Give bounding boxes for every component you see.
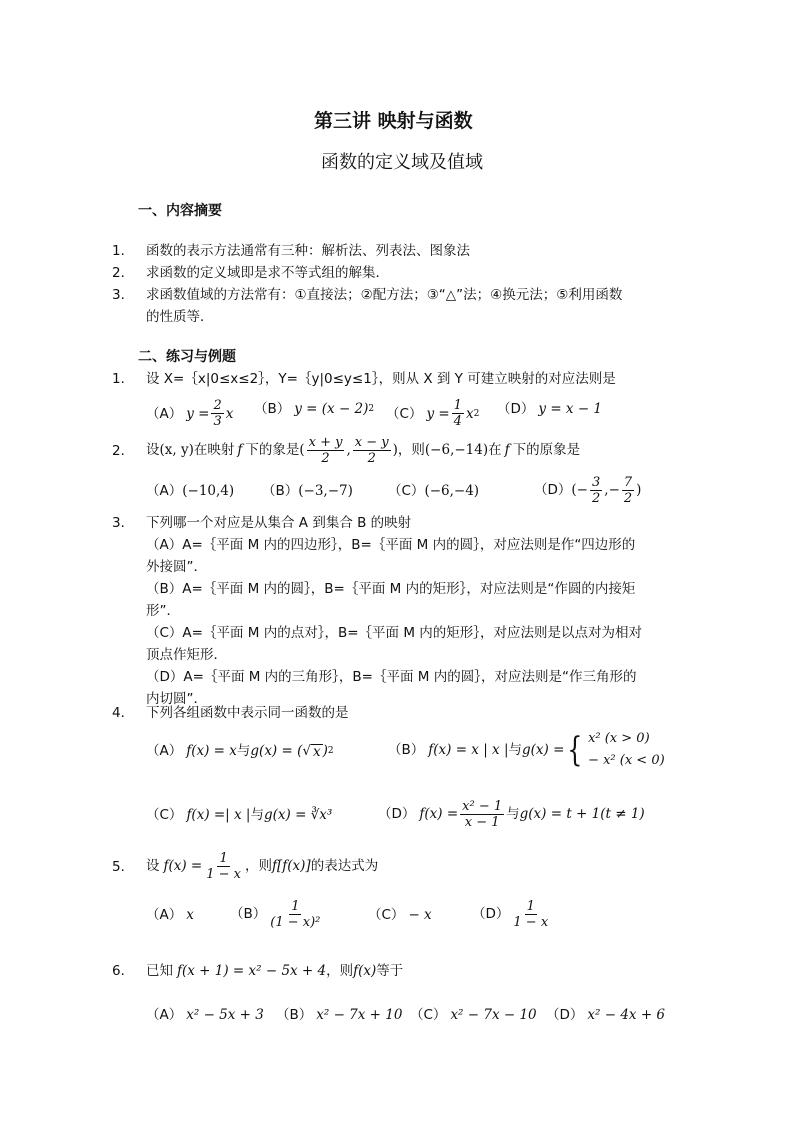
question-6-text	[146, 960, 403, 982]
numerator: x² − 1	[462, 798, 503, 814]
denominator: 4	[453, 414, 462, 429]
math-expression: f(x) = x	[186, 743, 237, 759]
summary-item-3-line2: 的性质等．	[146, 309, 214, 325]
text: ，则	[245, 858, 273, 874]
fraction	[460, 799, 504, 830]
numerator: 1	[453, 398, 462, 413]
option-label: （A）	[146, 743, 183, 759]
option-label: （A）	[146, 907, 183, 923]
question-3-line: （B）A=｛平面 M 内的圆｝，B=｛平面 M 内的矩形｝，对应法则是“作圆的内接矩	[146, 581, 636, 597]
math-expression: (−6,−4)	[424, 483, 480, 499]
question-number: 3．	[112, 515, 135, 531]
question-1-option-b: （B） y = (x − 2) 2	[254, 398, 374, 420]
question-2-text	[146, 432, 580, 468]
question-number: 4．	[112, 705, 135, 721]
option-label: （B）	[262, 483, 299, 499]
math-expression: g(x) = t + 1(t ≠ 1)	[519, 806, 645, 822]
question-3-line: 外接圆”．	[146, 559, 207, 575]
text: 与	[508, 742, 523, 758]
question-5-option-c	[368, 904, 432, 926]
fraction	[452, 398, 464, 429]
math-expression: y = (x − 2)	[294, 401, 369, 417]
item-number: 3．	[112, 287, 135, 303]
denominator: 2	[367, 450, 376, 466]
text: 设	[146, 858, 160, 874]
math-expression: x² − 4x + 6	[587, 1007, 666, 1023]
math-symbol: ,−	[604, 482, 620, 498]
radicand: x	[312, 743, 321, 760]
math-expression: g(x) = ∛x³	[263, 807, 333, 823]
text: 等于	[376, 963, 404, 979]
option-label: （D）	[534, 482, 572, 498]
fraction	[204, 851, 243, 882]
option-label: （B）	[230, 906, 267, 922]
math-expression: x² − 5x + 3	[186, 1007, 264, 1023]
math-expression: f(x + 1) = x² − 5x + 4	[177, 963, 327, 979]
summary-item-3-line1: 求函数值域的方法常有：①直接法；②配方法；③“△”法；④换元法；⑤利用函数	[146, 287, 623, 303]
option-label: （D）	[497, 401, 535, 417]
section-heading-summary: 一、内容摘要	[138, 203, 222, 219]
brace-symbol: {	[567, 730, 583, 770]
math-expression: f(x)	[353, 963, 377, 979]
math-expression: g(x) = (	[250, 743, 303, 759]
option-label: （A）	[146, 483, 183, 499]
math-variable: f	[504, 442, 510, 458]
cases	[588, 728, 665, 772]
sqrt-symbol: √	[302, 743, 311, 759]
fraction	[307, 435, 345, 466]
option-label: （C）	[146, 807, 183, 823]
question-1-text: 设 X=｛x|0≤x≤2｝，Y=｛y|0≤y≤1｝，则从 X 到 Y 可建立映射的对应法则是	[146, 371, 616, 387]
question-4-option-b	[388, 726, 665, 774]
question-5-text	[146, 846, 378, 886]
question-3-line: 内切圆”．	[146, 691, 207, 707]
denominator: (1 − x)²	[270, 914, 321, 930]
question-3-line: （D）A=｛平面 M 内的三角形｝，B=｛平面 M 内的圆｝，对应法则是“作三角形的	[146, 669, 637, 685]
question-4-option-c	[146, 804, 332, 826]
question-3-text: 下列哪一个对应是从集合 A 到集合 B 的映射	[146, 515, 412, 531]
question-number: 6．	[112, 963, 135, 979]
math-symbol: ,	[346, 442, 351, 458]
section-heading-exercises: 二、练习与例题	[138, 349, 236, 365]
numerator: 1	[526, 898, 535, 914]
denominator: 1 − x	[206, 866, 242, 882]
denominator: x − 1	[464, 814, 500, 830]
math-expression: y = x − 1	[538, 401, 603, 417]
math-expression: f(x) =	[419, 806, 459, 822]
option-label: （D）	[472, 906, 510, 922]
question-2-option-c	[388, 480, 479, 502]
denominator: 3	[213, 414, 222, 429]
numerator: 3	[592, 474, 601, 490]
math-expression: (−10,4)	[182, 483, 235, 499]
math-expression: g(x) =	[522, 742, 565, 758]
question-6-option-b	[276, 1004, 402, 1026]
math-expression: y =	[426, 405, 450, 422]
text: 与	[236, 743, 251, 759]
math-symbol: (	[299, 442, 305, 458]
question-6-option-d	[546, 1004, 665, 1026]
question-3-line: （A）A=｛平面 M 内的四边形｝，B=｛平面 M 内的圆｝，对应法则是作“四边形的	[146, 537, 636, 553]
question-1-option-a	[146, 398, 233, 429]
text: 在映射	[193, 442, 235, 458]
denominator: 1 − x	[513, 914, 549, 930]
numerator: 1	[291, 898, 300, 914]
page-subtitle: 函数的定义域及值域	[321, 152, 483, 173]
question-number: 2．	[112, 443, 135, 459]
math-variable: x	[225, 405, 234, 422]
question-5-option-b	[230, 894, 324, 934]
case-2: − x² (x < 0)	[588, 753, 665, 768]
piecewise-function	[564, 728, 664, 772]
question-5-option-d	[472, 894, 552, 934]
math-symbol: )	[636, 482, 642, 498]
item-number: 1．	[112, 243, 135, 259]
text: ，则	[326, 963, 354, 979]
option-label: （A）	[146, 1007, 183, 1023]
option-label: （C）	[410, 1007, 447, 1023]
fraction	[353, 435, 391, 466]
option-label: （A）	[146, 405, 183, 422]
math-expression: (x, y)	[159, 442, 194, 458]
numerator: 1	[219, 850, 228, 866]
option-label: （C）	[388, 483, 425, 499]
text: 设	[146, 442, 160, 458]
option-label: （D）	[546, 1007, 584, 1023]
option-label: （B）	[276, 1007, 313, 1023]
text: 已知	[146, 963, 173, 979]
math-expression: − x	[408, 907, 432, 923]
math-expression: f(x) = x | x |	[428, 742, 509, 758]
question-2-option-b	[262, 480, 353, 502]
option-label: （C）	[386, 405, 423, 422]
question-1-option-d	[497, 398, 602, 420]
question-3-line: 形”．	[146, 603, 180, 619]
question-4-option-d	[378, 794, 645, 834]
option-label: （B）	[388, 742, 425, 758]
item-number: 2．	[112, 265, 135, 281]
summary-item-1: 函数的表示方法通常有三种：解析法、列表法、图象法	[146, 243, 470, 259]
numerator: x + y	[308, 434, 343, 450]
question-6-option-a	[146, 1004, 264, 1026]
text: 的表达式为	[310, 858, 379, 874]
denominator: 2	[592, 490, 601, 506]
text: 下的象是	[245, 442, 300, 458]
question-6-option-c	[410, 1004, 537, 1026]
math-expression: (−6,−14)	[424, 442, 489, 458]
option-label: （D）	[378, 806, 416, 822]
fraction	[211, 398, 223, 429]
text: 下的原象是	[512, 442, 581, 458]
math-variable: x	[465, 405, 474, 422]
page-title: 第三讲 映射与函数	[314, 110, 473, 132]
question-1-option-c: （C） y = $\frac{1}{4}$ x 2	[386, 398, 480, 429]
math-expression: x² − 7x − 10	[450, 1007, 537, 1023]
option-label: （B）	[254, 401, 291, 417]
numerator: 7	[623, 474, 633, 490]
question-2-option-a	[146, 480, 234, 502]
summary-item-2: 求函数的定义域即是求不等式组的解集．	[146, 265, 389, 281]
fraction	[268, 899, 322, 930]
question-4-option-a: （A） f(x) = x 与 g(x) = ( √ x ) 2	[146, 740, 334, 762]
text: 与	[506, 806, 520, 822]
case-1: x² (x > 0)	[588, 731, 650, 746]
fraction	[622, 475, 634, 506]
numerator: 2	[213, 398, 222, 413]
text: 与	[250, 807, 264, 823]
math-symbol: (−	[571, 482, 588, 498]
math-symbol: )	[392, 442, 398, 458]
option-label: （C）	[368, 907, 405, 923]
math-variable: f	[237, 442, 243, 458]
math-expression: x² − 7x + 10	[316, 1007, 403, 1023]
question-4-text: 下列各组函数中表示同一函数的是	[146, 705, 349, 721]
math-expression: f(x) =| x |	[186, 807, 251, 823]
fraction	[590, 475, 602, 506]
question-3-line: （C）A=｛平面 M 内的点对｝，B=｛平面 M 内的矩形｝，对应法则是以点对为相对	[146, 625, 643, 641]
numerator: x − y	[354, 434, 389, 450]
question-5-option-a	[146, 904, 194, 926]
question-3-line: 顶点作矩形．	[146, 647, 227, 663]
math-expression: y =	[186, 405, 210, 422]
math-expression: f[f(x)]	[272, 858, 311, 874]
denominator: 2	[321, 450, 330, 466]
math-symbol: )	[322, 743, 328, 759]
math-expression: x	[186, 907, 194, 923]
question-2-option-d	[534, 472, 641, 508]
text: 在	[488, 442, 502, 458]
math-expression: (−3,−7)	[298, 483, 353, 499]
math-expression: f(x) =	[163, 858, 203, 874]
question-number: 5．	[112, 859, 135, 875]
text: ，则	[397, 442, 425, 458]
question-number: 1．	[112, 371, 135, 387]
denominator: 2	[623, 490, 633, 506]
fraction	[511, 899, 550, 930]
